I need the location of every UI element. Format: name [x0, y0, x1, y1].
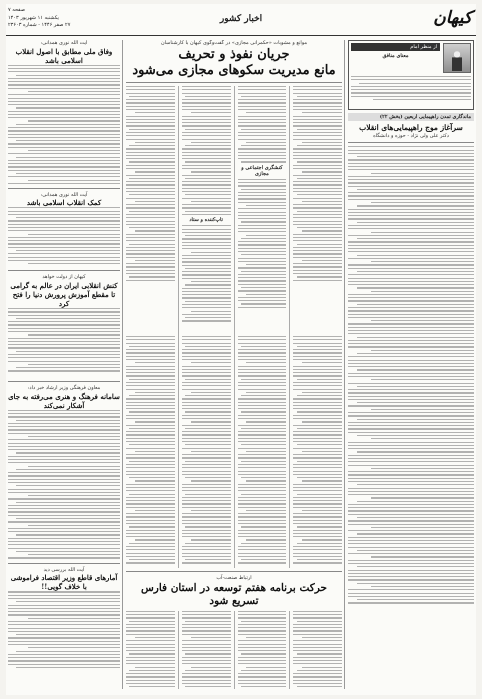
- main-headline: جریان نفوذ و تحریف: [178, 46, 290, 62]
- main-col-1: [293, 86, 342, 336]
- page-number: صفحه ۷: [8, 7, 25, 13]
- left-headline-3: کنش انقلابی ایران در عالم به گرامی تا مقطع آموزش پرورش دنیا را فتح کرد: [10, 280, 118, 308]
- masthead: [6, 6, 476, 36]
- date-line: یکشنبه ۱۱ شهریور ۱۴۰۳: [8, 15, 59, 21]
- imam-quote-box: [348, 40, 474, 110]
- left-kicker-4: معاون فرهنگی وزیر ارشاد خبر داد:: [27, 385, 101, 392]
- left-kicker-5: آیت الله بررسی دید: [43, 566, 85, 573]
- main-col-3: [182, 86, 231, 336]
- article-headline: سرآغاز موج راهپیمایی‌های انقلاب: [359, 123, 463, 132]
- main-col-2: [238, 86, 287, 336]
- left-column: [8, 40, 120, 689]
- center-area: [126, 40, 342, 689]
- box-title: معنای منافق: [382, 53, 409, 59]
- left-kicker-1: آیت الله نوری همدانی:: [40, 40, 88, 46]
- newspaper-logo: کیهان: [433, 8, 472, 28]
- left-kicker-3: کیهان از دولت خواهد: [42, 274, 86, 281]
- bottom-kicker: ارتباط صنعت-آب: [216, 575, 252, 581]
- right-column: [348, 40, 474, 689]
- inner-heading-2: تاپ‌کننده و ستاد: [189, 217, 223, 224]
- portrait-photo: [443, 43, 471, 73]
- series-strip: ماندگاری تمدن راهپیمایی اربعین (بخش ۲۲): [348, 113, 474, 121]
- box-label: از منظر امام: [351, 43, 440, 51]
- inner-heading: کنشگری اجتماعی و مجازی: [241, 164, 283, 177]
- left-headline-4: سامانه فرهنگ و هنری می‌رفته به جای آشکار نمی‌کند: [8, 391, 120, 410]
- main-col-4: [126, 86, 175, 336]
- main-headline-2: مانع مدیریت سکوهای مجازی می‌شود: [132, 62, 336, 78]
- left-headline-5: آمارهای قاطع وزیر اقتصاد فراموشی با خلاف گویی‌!!: [10, 573, 118, 592]
- byline: دکتر علی ولی نژاد - حوزه و دانشگاه: [373, 132, 449, 139]
- main-kicker: موانع و مشوبات «حکمرانی مجازی» در گفت‌وگوی کیهان با کارشناسان: [160, 40, 308, 46]
- issue-line: ۲۷ صفر ۱۴۴۶ - شماره ۲۳۶۰۳: [8, 22, 71, 28]
- left-headline-2: کمک انقلاب اسلامی باشد: [26, 198, 102, 208]
- bottom-headline: حرکت برنامه هفتم توسعه در استان فارس تسریع شود: [140, 581, 328, 607]
- left-headline-1: وفاق ملی مطابق با اصول انقلاب اسلامی باشد: [15, 46, 113, 65]
- newspaper-page: [6, 4, 476, 695]
- article-body: [348, 146, 474, 606]
- section-title: اخبار کشور: [219, 14, 263, 24]
- left-kicker-2: آیت الله نوری همدانی:: [40, 191, 88, 198]
